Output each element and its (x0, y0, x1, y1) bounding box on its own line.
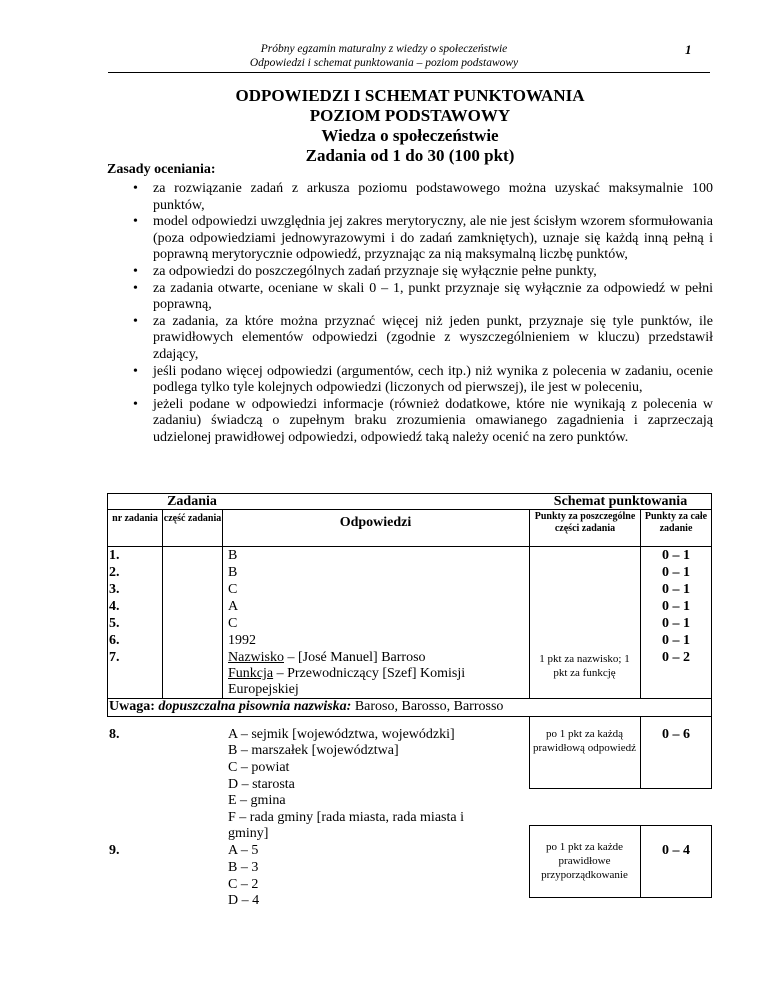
title-line3: Wiedza o społeczeństwie (321, 126, 499, 145)
task-answer: A (228, 599, 239, 614)
task-number: 5. (109, 616, 120, 631)
task7-parts-note: 1 pkt za nazwisko; 1 pkt za funkcję (539, 653, 630, 679)
task8-answer: D – starosta (228, 777, 295, 792)
rules-heading: Zasady oceniania: (107, 162, 216, 177)
rule-item: • za odpowiedzi do poszczególnych zadań przyznaje się wyłącznie pełne punkty, (133, 264, 713, 281)
running-header-line2: Odpowiedzi i schemat punktowania – poziom podstawowy (249, 57, 519, 69)
task8-answer: A – sejmik [województwa, wojewódzki] (228, 727, 455, 742)
task-number: 8. (109, 727, 120, 742)
task-number: 7. (109, 650, 120, 665)
col-punkty-czesci: Punkty za poszczególne części zadania (534, 511, 636, 534)
rule-item: • jeśli podano więcej odpowiedzi (argumentów, cech itp.) niż wynika z polecenia w zadaniu, ocenie podlega tylko tyle kolejnych odpowiedzi (liczonych od pierwszej), ile jest w poleceniu, (133, 364, 713, 397)
task7-answer-line1: Nazwisko – [José Manuel] Barroso (228, 650, 426, 665)
task8-answer: C – powiat (228, 760, 290, 775)
task-answer: B (228, 565, 238, 580)
task8-answer: B – marszałek [województwa] (228, 743, 399, 758)
task-score: 0 – 1 (662, 582, 690, 597)
task-answer: C (228, 582, 238, 597)
task9-answer: C – 2 (228, 877, 259, 892)
rule-item: • za rozwiązanie zadań z arkusza poziomu podstawowego można uzyskać maksymalnie 100 punktów, (133, 181, 713, 214)
title-line4: Zadania od 1 do 30 (100 pkt) (305, 146, 515, 165)
task-score: 0 – 4 (662, 843, 690, 858)
task-score: 0 – 1 (662, 599, 690, 614)
task-number: 3. (109, 582, 120, 597)
task-number: 4. (109, 599, 120, 614)
title-line2: POZIOM PODSTAWOWY (309, 106, 511, 125)
task7-label-funkcja: Funkcja (228, 666, 274, 681)
rule-item: • model odpowiedzi uwzględnia jej zakres merytoryczny, ale nie jest ścisłym wzorem sformułowania (poza odpowiedziami jednowyrazowymi i do zadań zamkniętych), uznaje się każdą inną pełną i poprawną merytorycznie odpowiedź, przyznając za nią maksymalną liczbę punktów, (133, 214, 713, 264)
table-head-zadania: Zadania (167, 494, 217, 509)
running-header-line1: Próbny egzamin maturalny z wiedzy o społeczeństwie (260, 43, 508, 55)
task8-parts-note: po 1 pkt za każdą prawidłową odpowiedź (533, 728, 636, 754)
spelling-note: Uwaga: dopuszczalna pisownia nazwiska: Baroso, Barosso, Barrosso (109, 699, 504, 714)
task-score: 0 – 1 (662, 548, 690, 563)
task-number: 1. (109, 548, 120, 563)
page-number: 1 (685, 42, 692, 57)
task-score: 0 – 1 (662, 633, 690, 648)
task8-answer: F – rada gminy [rada miasta, rada miasta i gminy] (228, 810, 464, 841)
header-rule (108, 72, 710, 73)
task9-answer: B – 3 (228, 860, 259, 875)
task-score: 0 – 6 (662, 727, 690, 742)
task-number: 6. (109, 633, 120, 648)
task-score: 0 – 1 (662, 565, 690, 580)
task-answer: B (228, 548, 238, 563)
task7-answer-line2: Funkcja – Przewodniczący [Szef] Komisji Europejskiej (228, 666, 466, 697)
task-score: 0 – 2 (662, 650, 690, 665)
task-answer: 1992 (228, 633, 256, 648)
col-nr: nr zadania (112, 513, 158, 524)
task9-answer: D – 4 (228, 893, 260, 908)
col-odpowiedzi: Odpowiedzi (339, 515, 412, 530)
table-head-schemat: Schemat punktowania (553, 494, 688, 509)
task-number: 2. (109, 565, 120, 580)
task-number: 9. (109, 843, 120, 858)
task-score: 0 – 1 (662, 616, 690, 631)
col-czesc: część zadania (163, 513, 222, 524)
rules-list (133, 181, 713, 447)
rule-item: • za zadania otwarte, oceniane w skali 0 – 1, punkt przyznaje się wyłącznie za odpowiedź w pełni poprawną, (133, 281, 713, 314)
title-line1: ODPOWIEDZI I SCHEMAT PUNKTOWANIA (235, 86, 585, 105)
col-punkty-cale: Punkty za całe zadanie (644, 511, 708, 534)
task9-parts-note: po 1 pkt za każde prawidłowe przyporządkowanie (541, 841, 628, 881)
task-answer: C (228, 616, 238, 631)
task7-label-nazwisko: Nazwisko (228, 650, 284, 665)
task8-answer: E – gmina (228, 793, 286, 808)
rule-item: • jeżeli podane w odpowiedzi informacje (również dodatkowe, które nie wynikają z polecenia w zadaniu) świadczą o zupełnym braku zrozumienia omawianego zagadnienia i zaprzeczają udzielonej prawidłowej odpowiedzi, odpowiedź taką należy ocenić na zero punktów. (133, 397, 713, 447)
task9-answer: A – 5 (228, 843, 259, 858)
rule-item: • za zadania, za które można przyznać więcej niż jeden punkt, przyznaje się tyle punktów, ile prawidłowych elementów odpowiedzi (zgodnie z wyszczególnieniem w kluczu) przedstawił zdający, (133, 314, 713, 364)
